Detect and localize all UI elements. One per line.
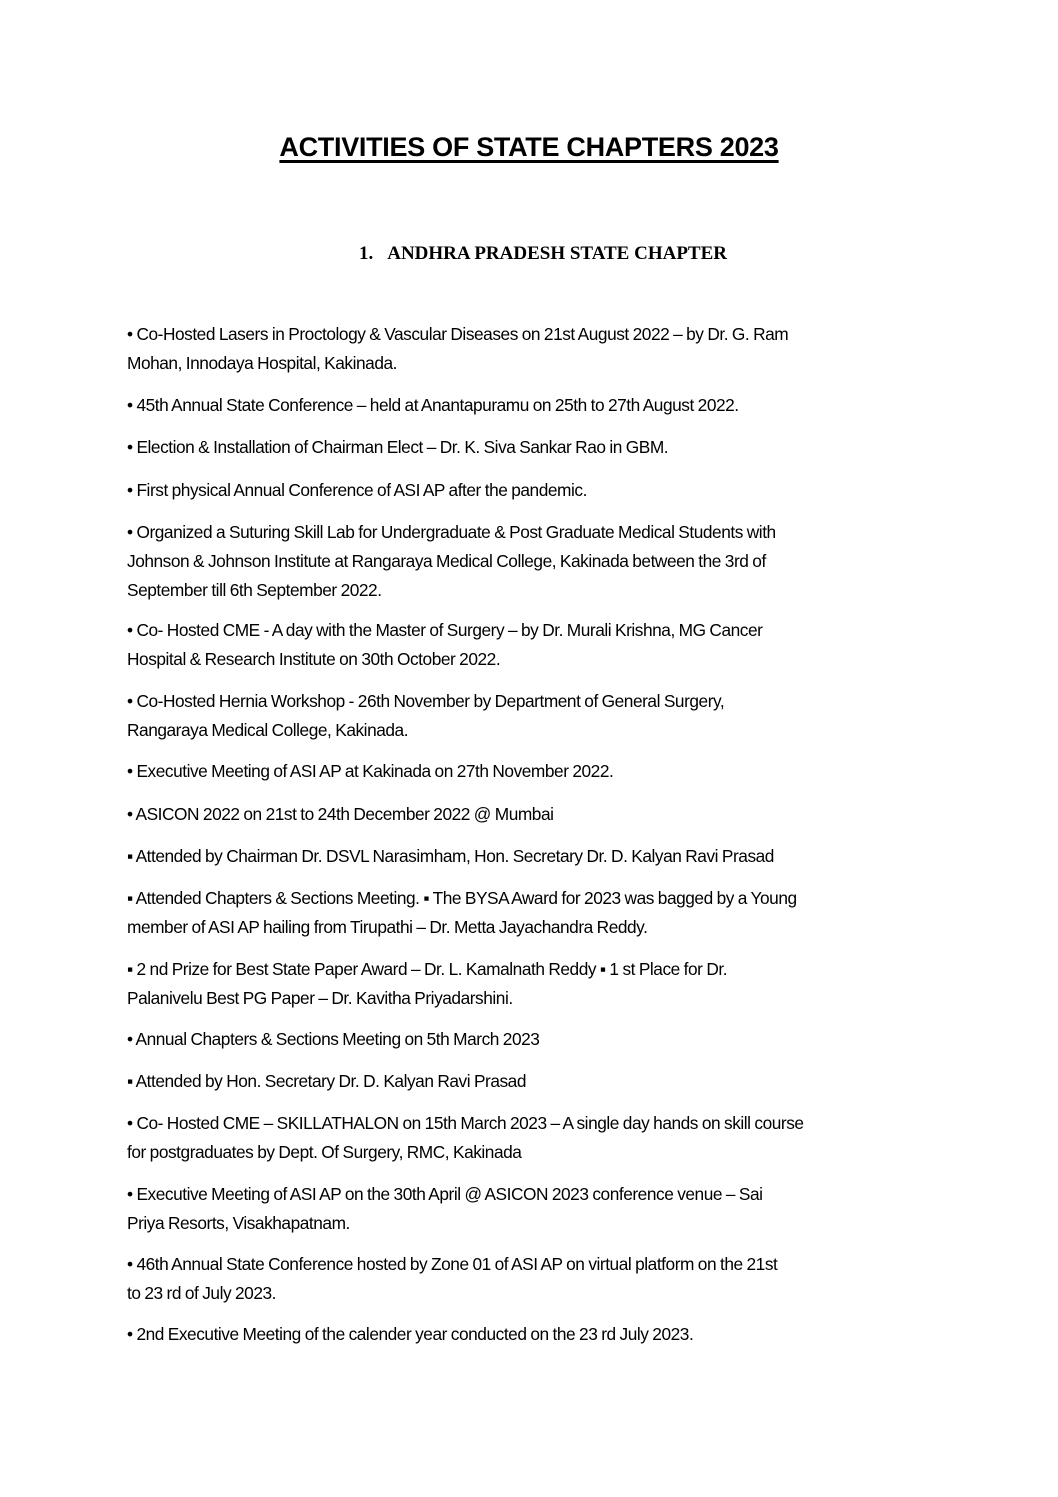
list-item <box>127 518 937 605</box>
list-item <box>127 1067 937 1096</box>
list-item-line: Palanivelu Best PG Paper – Dr. Kavitha Priyadarshini. <box>127 988 513 1008</box>
list-item-line: Priya Resorts, Visakhapatnam. <box>127 1213 350 1233</box>
list-item-line: • Executive Meeting of ASI AP at Kakinada on 27th November 2022. <box>127 761 614 781</box>
list-item-line: • Co-Hosted Lasers in Proctology & Vascular Diseases on 21st August 2022 – by Dr. G. Ram <box>127 324 789 344</box>
list-item-line: ▪ Attended Chapters & Sections Meeting. ▪ The BYSA Award for 2023 was bagged by a Young <box>127 888 797 908</box>
list-item-line: • Co- Hosted CME – SKILLATHALON on 15th March 2023 – A single day hands on skill course <box>127 1113 804 1133</box>
list-item-line: • Annual Chapters & Sections Meeting on 5th March 2023 <box>127 1029 540 1049</box>
list-item-line: • ASICON 2022 on 21st to 24th December 2022 @ Mumbai <box>127 804 554 824</box>
list-item <box>127 433 937 462</box>
list-item-line: to 23 rd of July 2023. <box>127 1283 276 1303</box>
section-number: 1. <box>358 243 374 264</box>
list-item-line: ▪ Attended by Hon. Secretary Dr. D. Kalyan Ravi Prasad <box>127 1071 527 1091</box>
list-item <box>127 616 937 674</box>
list-item <box>127 1320 937 1349</box>
list-item-line: ▪ 2 nd Prize for Best State Paper Award – Dr. L. Kamalnath Reddy ▪ 1 st Place for Dr. <box>127 959 728 979</box>
list-item-line: member of ASI AP hailing from Tirupathi – Dr. Metta Jayachandra Reddy. <box>127 917 648 937</box>
list-item <box>127 757 937 786</box>
list-item-line: • Co-Hosted Hernia Workshop - 26th November by Department of General Surgery, <box>127 691 725 711</box>
list-item <box>127 391 937 420</box>
list-item <box>127 842 937 871</box>
list-item-line: • 2nd Executive Meeting of the calender year conducted on the 23 rd July 2023. <box>127 1324 694 1344</box>
list-item-line: Mohan, Innodaya Hospital, Kakinada. <box>127 353 398 373</box>
page-title <box>0 132 1058 163</box>
list-item-line: • First physical Annual Conference of ASI AP after the pandemic. <box>127 480 587 500</box>
list-item-line: • Organized a Suturing Skill Lab for Undergraduate & Post Graduate Medical Students with <box>127 522 776 542</box>
list-item-line: Johnson & Johnson Institute at Rangaraya Medical College, Kakinada between the 3rd of <box>127 551 766 571</box>
list-item-line: • 46th Annual State Conference hosted by Zone 01 of ASI AP on virtual platform on the 21st <box>127 1254 778 1274</box>
section-heading-text: ANDHRA PRADESH STATE CHAPTER <box>387 243 727 264</box>
list-item <box>127 687 937 745</box>
list-item-line: ▪ Attended by Chairman Dr. DSVL Narasimham, Hon. Secretary Dr. D. Kalyan Ravi Prasad <box>127 846 774 866</box>
list-item-line: • Co- Hosted CME - A day with the Master of Surgery – by Dr. Murali Krishna, MG Cancer <box>127 620 763 640</box>
list-item <box>127 320 937 378</box>
page-title-text: ACTIVITIES OF STATE CHAPTERS 2023 <box>279 132 779 162</box>
list-item <box>127 800 937 829</box>
list-item <box>127 1180 937 1238</box>
section-heading <box>0 243 1058 265</box>
list-item <box>127 955 937 1013</box>
list-item-line: • Executive Meeting of ASI AP on the 30th April @ ASICON 2023 conference venue – Sai <box>127 1184 763 1204</box>
list-item-line: • Election & Installation of Chairman Elect – Dr. K. Siva Sankar Rao in GBM. <box>127 437 669 457</box>
list-item <box>127 884 937 942</box>
list-item <box>127 1109 937 1167</box>
list-item <box>127 1025 937 1054</box>
list-item-line: Hospital & Research Institute on 30th October 2022. <box>127 649 501 669</box>
list-item-line: • 45th Annual State Conference – held at Anantapuramu on 25th to 27th August 2022. <box>127 395 739 415</box>
list-item <box>127 476 937 505</box>
list-item-line: September till 6th September 2022. <box>127 580 382 600</box>
list-item <box>127 1250 937 1308</box>
list-item-line: for postgraduates by Dept. Of Surgery, RMC, Kakinada <box>127 1142 522 1162</box>
list-item-line: Rangaraya Medical College, Kakinada. <box>127 720 409 740</box>
